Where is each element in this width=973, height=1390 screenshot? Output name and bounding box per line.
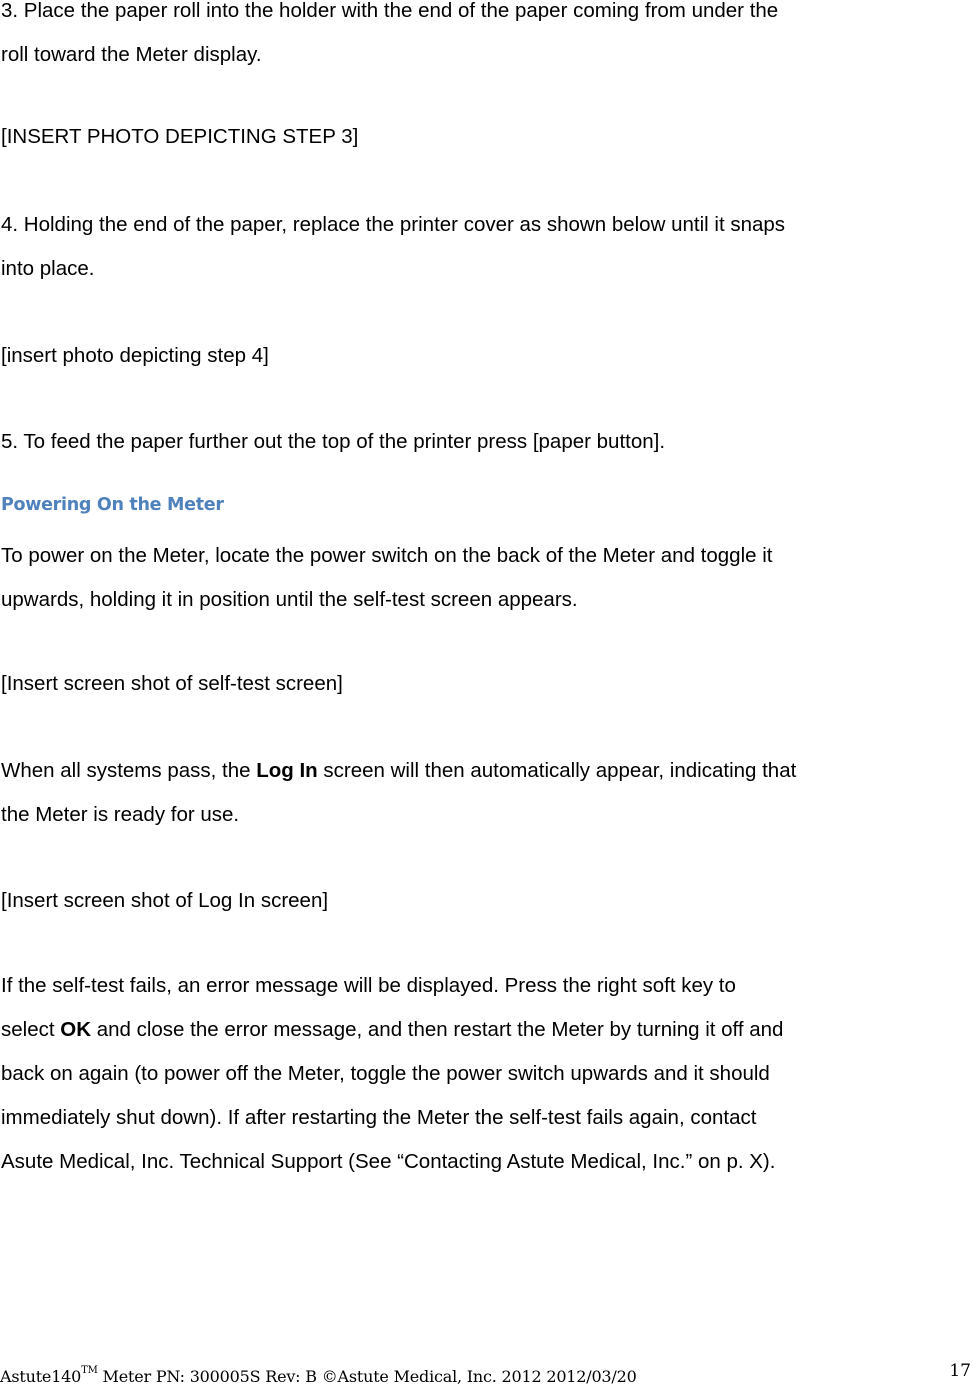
page-footer — [0, 1361, 973, 1390]
step-4-paragraph — [1, 203, 971, 291]
footer-document-info — [0, 1364, 637, 1390]
trademark-mark: TM — [81, 1365, 98, 1376]
text-line: upwards, holding it in position until the self-test screen appears. — [1, 588, 578, 611]
step-3-paragraph — [1, 0, 971, 77]
text-line: roll toward the Meter display. — [1, 43, 262, 66]
text-line: immediately shut down). If after restarting the Meter the self-test fails again, contact — [1, 1106, 757, 1129]
step-5-paragraph — [1, 420, 971, 464]
text-line: [Insert screen shot of Log In screen] — [1, 889, 329, 912]
text-line: Asute Medical, Inc. Technical Support (See “Contacting Astute Medical, Inc.” on p. X). — [1, 1150, 776, 1173]
systems-pass-paragraph — [1, 749, 971, 837]
text-run: When all systems pass, the — [1, 759, 257, 782]
text-line — [1, 1008, 971, 1052]
text-line: [Insert screen shot of self-test screen] — [1, 672, 343, 695]
self-test-fail-paragraph — [1, 964, 971, 1184]
log-in-label: Log In — [256, 759, 318, 782]
text-line — [1, 749, 971, 793]
power-on-paragraph — [1, 534, 971, 622]
photo-placeholder-step-3 — [1, 115, 971, 159]
footer-product: Astute140 — [0, 1367, 82, 1386]
text-line: back on again (to power off the Meter, toggle the power switch upwards and it should — [1, 1062, 770, 1085]
photo-placeholder-step-4 — [1, 334, 971, 378]
text-line: 5. To feed the paper further out the top of the printer press [paper button]. — [1, 430, 666, 453]
text-line: If the self-test fails, an error message will be displayed. Press the right soft key to — [1, 974, 736, 997]
text-line: To power on the Meter, locate the power switch on the back of the Meter and toggle it — [1, 544, 773, 567]
ok-label: OK — [60, 1018, 91, 1041]
footer-details: Meter PN: 300005S Rev: B ©Astute Medical, Inc. 2012 2012/03/20 — [97, 1367, 637, 1386]
text-line: 4. Holding the end of the paper, replace the printer cover as shown below until it snaps — [1, 213, 786, 236]
text-line: the Meter is ready for use. — [1, 803, 240, 826]
text-line: [insert photo depicting step 4] — [1, 344, 269, 367]
text-run: select — [1, 1018, 61, 1041]
text-line: 3. Place the paper roll into the holder with the end of the paper coming from under the — [1, 0, 779, 22]
section-heading: Powering On the Meter — [1, 495, 224, 515]
screenshot-placeholder-self-test — [1, 662, 971, 706]
screenshot-placeholder-log-in — [1, 879, 971, 923]
page-number: 17 — [949, 1361, 971, 1381]
text-run: screen will then automatically appear, indicating that — [317, 759, 797, 782]
text-line: into place. — [1, 257, 95, 280]
text-line: [INSERT PHOTO DEPICTING STEP 3] — [1, 125, 359, 148]
text-run: and close the error message, and then restart the Meter by turning it off and — [91, 1018, 784, 1041]
